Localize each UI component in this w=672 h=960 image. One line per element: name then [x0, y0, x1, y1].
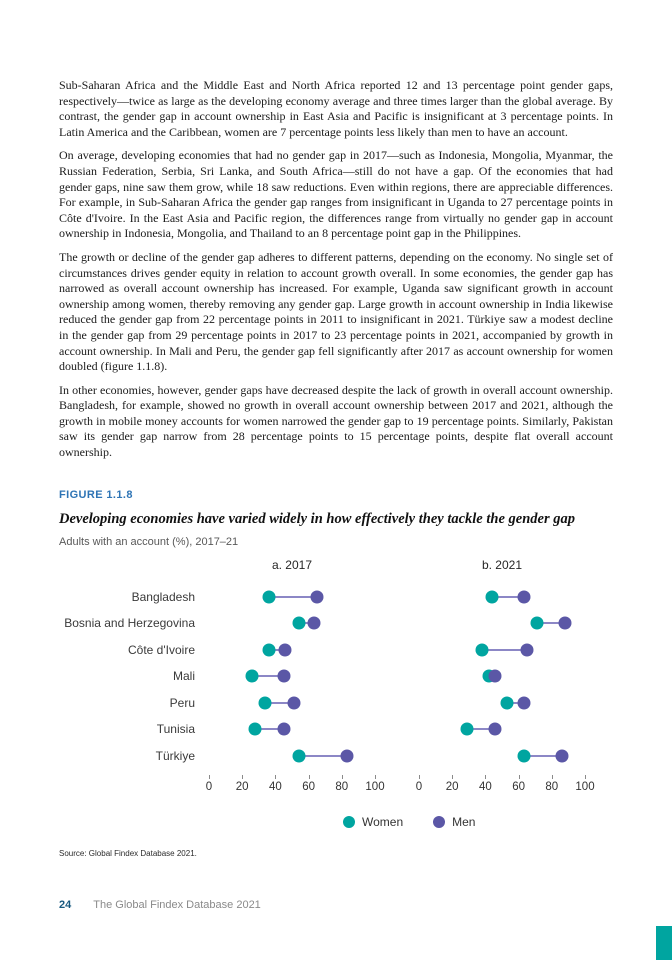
chart-row: [59, 610, 613, 637]
men-dot: [555, 749, 568, 762]
legend-label-men: Men: [452, 815, 476, 830]
axis-tick-label: 60: [302, 781, 315, 794]
dumbbell-b2021: [419, 637, 585, 664]
axis-tick: [452, 775, 453, 779]
women-dot: [246, 670, 259, 683]
men-dot: [489, 723, 502, 736]
country-label: Côte d'Ivoire: [128, 642, 195, 657]
women-dot: [249, 723, 262, 736]
men-dot: [277, 723, 290, 736]
dumbbell-b2021: [419, 690, 585, 717]
axis-tick-label: 60: [512, 781, 525, 794]
axis-tick: [342, 775, 343, 779]
women-dot: [262, 590, 275, 603]
page-number: 24: [59, 899, 72, 911]
legend-label-women: Women: [362, 815, 404, 830]
axis-tick-label: 40: [478, 781, 492, 794]
axis-tick-label: 20: [445, 781, 459, 794]
dumbbell-a2017: [209, 584, 375, 611]
women-dot: [500, 696, 513, 709]
axis-tick-label: 40: [268, 781, 282, 794]
men-dot: [307, 617, 320, 630]
axis-tick-label: 80: [335, 781, 349, 794]
legend-item-men: [433, 815, 475, 829]
dumbbell-b2021: [419, 743, 585, 770]
women-legend-dot-icon: [343, 816, 355, 828]
chapter-edge-tab: [656, 926, 672, 960]
dumbbell-chart: [59, 558, 613, 830]
women-dot: [530, 617, 543, 630]
dumbbell-b2021: [419, 716, 585, 743]
panel-title-spacer: [59, 558, 209, 584]
women-dot: [259, 696, 272, 709]
axis-tick: [275, 775, 276, 779]
source-note: Source: Global Findex Database 2021.: [59, 849, 197, 859]
axis-spacer: [59, 775, 209, 799]
axis-tick: [209, 775, 210, 779]
men-dot: [520, 643, 533, 656]
men-dot: [340, 749, 353, 762]
chart-row: [59, 743, 613, 770]
dumbbell-a2017: [209, 690, 375, 717]
axis-tick: [419, 775, 420, 779]
dumbbell-a2017: [209, 637, 375, 664]
chart-row: [59, 663, 613, 690]
women-dot: [476, 643, 489, 656]
dumbbell-a2017: [209, 716, 375, 743]
axis-tick-label: 80: [545, 781, 559, 794]
dumbbell-b2021: [419, 663, 585, 690]
men-dot: [517, 590, 530, 603]
country-label: Bosnia and Herzegovina: [64, 616, 195, 631]
figure-title: Developing economies have varied widely in how effectively they tackle the gender gap: [59, 510, 575, 527]
footer-title: The Global Findex Database 2021: [93, 899, 261, 911]
women-dot: [262, 643, 275, 656]
axis-tick: [552, 775, 553, 779]
axis-tick: [375, 775, 376, 779]
axis-tick: [519, 775, 520, 779]
men-dot: [277, 670, 290, 683]
men-dot: [279, 643, 292, 656]
country-label: Tunisia: [156, 722, 195, 737]
body-paragraph-3: The growth or decline of the gender gap adheres to different patterns, depending on the economy. No single set of circumstances drives gender equity in relation to account growth overall. In some economies, the gender gap has narrowed as overall account ownership has increased. For example, Uganda saw significant growth in account ownership among women, thereby removing any gender gap. Large growth in account ownership in India likewise reduced the gender gap from 22 percentage points in 2011 to insignificant in 2021. Türkiye saw a modest decline in the gender gap from 29 percentage points in 2017 to 23 percentage points in 2021, accompanied by growth in account ownership. In Mali and Peru, the gender gap fell significantly after 2017 as account ownership for women doubled (figure 1.1.8).: [59, 249, 613, 374]
figure-subtitle: Adults with an account (%), 2017–21: [59, 535, 239, 548]
axis-tick-label: 0: [415, 781, 423, 794]
panel-titles-row: [59, 558, 613, 584]
chart-legend: [59, 815, 613, 829]
body-paragraph-1: Sub-Saharan Africa and the Middle East and North Africa reported 12 and 13 percentage point gender gaps, respectively—twice as large as the developing economy average and three times larger than the global average. By contrast, the gender gap in account ownership in East Asia and Pacific is insignificant at 3 percentage points. In Latin America and the Caribbean, women are 7 percentage points less likely than men to have an account.: [59, 78, 613, 139]
axis-tick: [585, 775, 586, 779]
women-dot: [486, 590, 499, 603]
chart-row: [59, 716, 613, 743]
men-legend-dot-icon: [433, 816, 445, 828]
x-axis-2021: [415, 775, 595, 799]
men-dot: [559, 617, 572, 630]
men-dot: [517, 696, 530, 709]
figure-label: FIGURE 1.1.8: [59, 488, 133, 501]
dumbbell-a2017: [209, 663, 375, 690]
axis-tick-label: 100: [365, 781, 385, 794]
dumbbell-b2021: [419, 584, 585, 611]
country-label: Peru: [169, 695, 195, 710]
country-label: Türkiye: [155, 748, 195, 763]
chart-row: [59, 584, 613, 611]
axis-tick: [242, 775, 243, 779]
dumbbell-b2021: [419, 610, 585, 637]
page-footer: [59, 899, 261, 911]
axis-tick-label: 0: [205, 781, 213, 794]
body-paragraph-2: On average, developing economies that had no gender gap in 2017—such as Indonesia, Mongolia, Myanmar, the Russian Federation, Serbia, Sri Lanka, and South Africa—still do not have a gap. Of the economies that had gender gaps, nine saw them grow, while 18 saw reductions. Even within regions, there are appreciable differences. For example, in Sub-Saharan Africa the gender gap ranges from insignificant in Uganda to 27 percentage points in Côte d'Ivoire. In the East Asia and Pacific region, the differences range from virtually no gender gap in account ownership in Indonesia, Mongolia, and Thailand to an 8 percentage point gap in the Philippines.: [59, 148, 613, 241]
legend-item-women: [343, 815, 403, 829]
men-dot: [489, 670, 502, 683]
country-label: Mali: [172, 669, 195, 684]
axis-row: [59, 775, 613, 799]
x-axis-2017: [205, 775, 385, 799]
men-dot: [287, 696, 300, 709]
country-label: Bangladesh: [131, 589, 195, 604]
chart-rows: [59, 584, 613, 770]
chart-row: [59, 690, 613, 717]
panel-title-2017: a. 2017: [271, 557, 313, 572]
dumbbell-a2017: [209, 610, 375, 637]
women-dot: [292, 617, 305, 630]
panel-title-2021: b. 2021: [481, 557, 523, 572]
axis-tick: [485, 775, 486, 779]
dumbbell-a2017: [209, 743, 375, 770]
axis-tick-label: 100: [575, 781, 595, 794]
panel-gap: [375, 558, 419, 584]
women-dot: [517, 749, 530, 762]
women-dot: [461, 723, 474, 736]
axis-tick-label: 20: [235, 781, 249, 794]
chart-row: [59, 637, 613, 664]
women-dot: [292, 749, 305, 762]
body-paragraph-4: In other economies, however, gender gaps have decreased despite the lack of growth in overall account ownership. Bangladesh, for example, showed no growth in overall account ownership between 2017 and 2021, although the growth in mobile money accounts for women narrowed the gender gap to 19 percentage points. Similarly, Pakistan saw its gender gap narrow from 28 percentage points to 15 percentage points, despite flat overall account ownership.: [59, 382, 613, 460]
men-dot: [310, 590, 323, 603]
figure-1-1-8: [59, 489, 613, 859]
axis-tick: [309, 775, 310, 779]
